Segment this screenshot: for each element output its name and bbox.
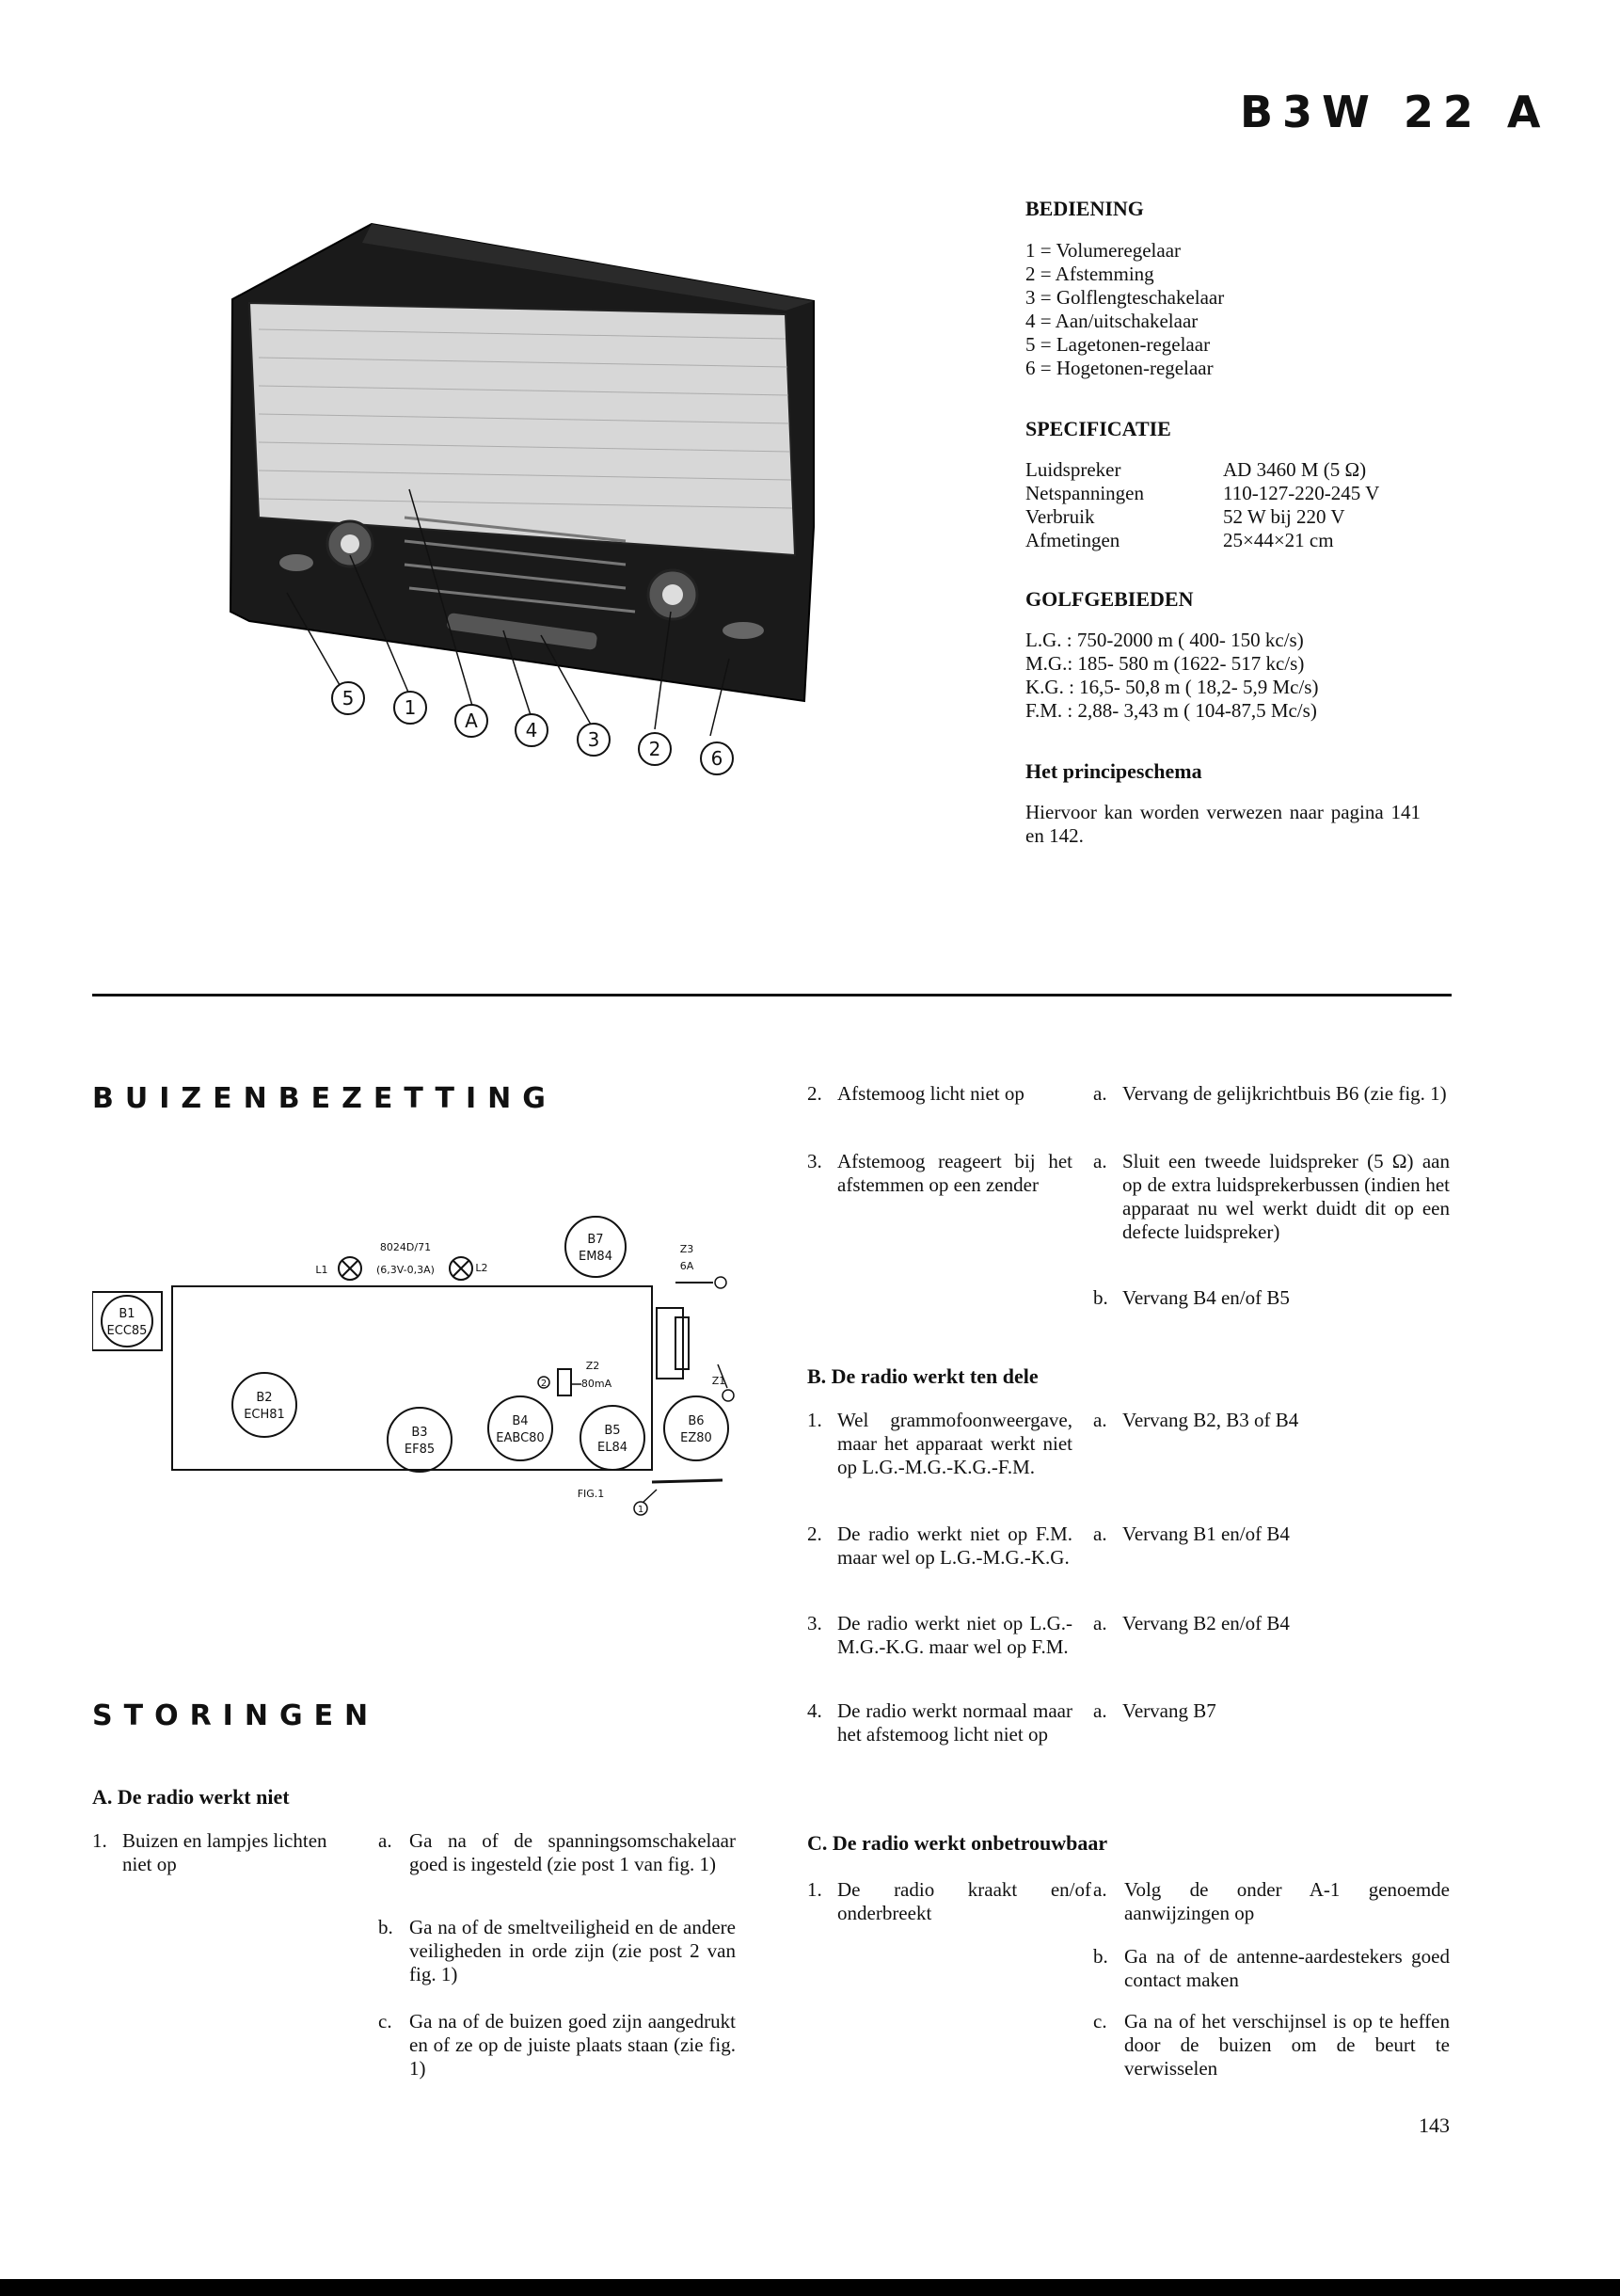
remedy-text: Ga na of de spanningsomschakelaar goed is ingesteld (zie post 1 van fig. 1) (409, 1829, 736, 1875)
spec-value: 25×44×21 cm (1223, 529, 1334, 551)
list-item: 2 = Afstemming (1025, 263, 1154, 285)
tube-id: B7 (587, 1233, 604, 1247)
remedy-letter: a. (1093, 1523, 1107, 1545)
remedy-text: Vervang de gelijkrichtbuis B6 (zie fig. 1) (1122, 1082, 1447, 1105)
fuse-z2: Z2 (585, 1360, 600, 1372)
problem-text: De radio werkt niet op L.G.-M.G.-K.G. maar wel op F.M. (837, 1612, 1072, 1658)
remedy-letter: a. (1093, 1082, 1107, 1105)
page-number: 143 (1419, 2113, 1450, 2137)
footer-bar (0, 2279, 1620, 2296)
table-row (1025, 529, 1379, 552)
section-b-heading: B. De radio werkt ten dele (807, 1364, 1039, 1388)
remedy-text: Sluit een tweede luidspreker (5 Ω) aan op de extra luidsprekerbussen (indien het apparaat nu wel werkt duidt dit op een defecte luidspreker) (1122, 1150, 1450, 1243)
remedy-text: Ga na of de smeltveiligheid en de andere veiligheden in orde zijn (zie post 2 van fig. 1) (409, 1916, 736, 1985)
marker-2: 2 (540, 1379, 548, 1389)
list-item: 4 = Aan/uitschakelaar (1025, 310, 1199, 332)
spec-value: 110-127-220-245 V (1223, 482, 1380, 504)
problem-text: De radio kraakt en/of onderbreekt (837, 1878, 1091, 1924)
tube-type: ECH81 (244, 1408, 285, 1422)
callout-label: 2 (648, 738, 661, 760)
figure-label: FIG.1 (577, 1488, 605, 1500)
problem-text: De radio werkt normaal maar het afstemoog licht niet op (837, 1699, 1072, 1746)
remedy-letter: a. (1093, 1150, 1107, 1172)
spec-label: Netspanningen (1025, 482, 1144, 504)
remedy-letter: a. (1093, 1878, 1107, 1901)
remedy-letter: a. (1093, 1699, 1107, 1722)
table-row (1025, 505, 1379, 529)
band-row: L.G. : 750-2000 m ( 400- 150 kc/s) (1025, 629, 1304, 651)
remedy-letter: a. (378, 1829, 392, 1852)
principe-text: Hiervoor kan worden verwezen naar pagina 141 en 142. (1025, 801, 1421, 847)
fuse-z3-rating: 6A (679, 1260, 694, 1272)
principe-heading: Het principeschema (1025, 759, 1202, 783)
section-a-heading: A. De radio werkt niet (92, 1785, 290, 1809)
remedy-letter: b. (1093, 1945, 1108, 1968)
problem-number: 3. (807, 1612, 822, 1634)
remedy-text: Volg de onder A-1 genoemde aanwijzingen op (1124, 1878, 1450, 1924)
fuse-z2-rating: 80mA (580, 1378, 612, 1390)
list-item: 1 = Volumeregelaar (1025, 239, 1182, 262)
remedy-letter: b. (1093, 1286, 1108, 1309)
tube-id: B3 (411, 1426, 428, 1440)
lamp-l2: L2 (475, 1262, 488, 1274)
tube-type: ECC85 (106, 1324, 148, 1338)
callout-label: A (465, 710, 478, 732)
tube-id: B1 (119, 1307, 135, 1321)
spec-label: Afmetingen (1025, 529, 1120, 551)
list-item: 6 = Hogetonen-regelaar (1025, 357, 1214, 379)
fuse-z3: Z3 (679, 1243, 694, 1255)
remedy-text: Vervang B2, B3 of B4 (1122, 1409, 1299, 1431)
golfgebieden-heading: GOLFGEBIEDEN (1025, 587, 1194, 611)
tube-type: EABC80 (496, 1431, 545, 1445)
problem-number: 1. (92, 1829, 107, 1852)
band-row: M.G.: 185- 580 m (1622- 517 kc/s) (1025, 652, 1305, 675)
problem-text: Afstemoog licht niet op (837, 1082, 1024, 1105)
callout-label: 1 (404, 696, 417, 719)
callout-label: 5 (341, 687, 355, 710)
lamp-l1: L1 (315, 1264, 328, 1276)
bediening-list (1025, 239, 1224, 380)
problem-number: 1. (807, 1409, 822, 1431)
spec-label: Verbruik (1025, 505, 1095, 528)
tube-id: B6 (688, 1414, 705, 1428)
list-item: 5 = Lagetonen-regelaar (1025, 333, 1211, 356)
problem-text: De radio werkt niet op F.M. maar wel op L.G.-M.G.-K.G. (837, 1523, 1072, 1569)
spec-value: 52 W bij 220 V (1223, 505, 1345, 528)
band-row: F.M. : 2,88- 3,43 m ( 104-87,5 Mc/s) (1025, 699, 1317, 722)
tube-id: B5 (604, 1424, 621, 1438)
list-item: 3 = Golflengteschakelaar (1025, 286, 1225, 309)
tube-id: B4 (512, 1414, 529, 1428)
lamp-rating: (6,3V-0,3A) (376, 1264, 435, 1276)
problem-number: 3. (807, 1150, 822, 1172)
remedy-text: Ga na of de buizen goed zijn aangedrukt en of ze op de juiste plaats staan (zie fig. 1) (409, 2010, 736, 2080)
remedy-text: Vervang B2 en/of B4 (1122, 1612, 1290, 1634)
tube-type: EF85 (404, 1443, 436, 1457)
spec-label: Luidspreker (1025, 458, 1121, 481)
fuse-z1: Z1 (711, 1375, 726, 1387)
bediening-heading: BEDIENING (1025, 197, 1144, 220)
remedy-letter: b. (378, 1916, 393, 1938)
remedy-text: Vervang B1 en/of B4 (1122, 1523, 1290, 1545)
tube-layout-diagram (92, 1209, 751, 1534)
remedy-text: Vervang B4 en/of B5 (1122, 1286, 1290, 1309)
problem-text: Wel grammofoonweergave, maar het apparaat werkt niet op L.G.-M.G.-K.G.-F.M. (837, 1409, 1072, 1478)
band-row: K.G. : 16,5- 50,8 m ( 18,2- 5,9 Mc/s) (1025, 676, 1319, 698)
callout-label: 4 (525, 719, 538, 741)
section-divider (92, 994, 1452, 997)
remedy-letter: c. (378, 2010, 392, 2033)
callout-label: 6 (710, 747, 723, 770)
specificatie-table (1025, 458, 1379, 552)
tube-type: EL84 (597, 1441, 627, 1455)
problem-number: 2. (807, 1523, 822, 1545)
tube-type: EZ80 (680, 1431, 712, 1445)
problem-number: 2. (807, 1082, 822, 1105)
lamp-type: 8024D/71 (379, 1241, 432, 1253)
remedy-letter: c. (1093, 2010, 1107, 2033)
remedy-text: Ga na of het verschijnsel is op te heffen door de buizen om de beurt te verwisselen (1124, 2010, 1450, 2080)
tube-id: B2 (256, 1391, 273, 1405)
table-row (1025, 482, 1379, 505)
remedy-text: Ga na of de antenne-aardestekers goed contact maken (1124, 1945, 1450, 1991)
problem-number: 1. (807, 1878, 822, 1901)
section-c-heading: C. De radio werkt onbetrouwbaar (807, 1831, 1108, 1855)
problem-text: Buizen en lampjes lichten niet op (122, 1829, 327, 1875)
spec-value: AD 3460 M (5 Ω) (1223, 458, 1367, 481)
marker-1: 1 (637, 1505, 644, 1515)
tube-type: EM84 (579, 1250, 612, 1264)
specificatie-heading: SPECIFICATIE (1025, 417, 1171, 440)
remedy-letter: a. (1093, 1612, 1107, 1634)
radio-illustration (221, 216, 823, 781)
remedy-letter: a. (1093, 1409, 1107, 1431)
table-row (1025, 458, 1379, 482)
callout-label: 3 (587, 728, 600, 751)
remedy-text: Vervang B7 (1122, 1699, 1216, 1722)
storingen-heading: STORINGEN (92, 1699, 380, 1732)
buizenbezetting-heading: BUIZENBEZETTING (92, 1082, 557, 1115)
golfgebieden-list (1025, 629, 1318, 723)
problem-number: 4. (807, 1699, 822, 1722)
problem-text: Afstemoog reageert bij het afstemmen op een zender (837, 1150, 1072, 1196)
model-title: B3W 22 A (1240, 87, 1550, 137)
